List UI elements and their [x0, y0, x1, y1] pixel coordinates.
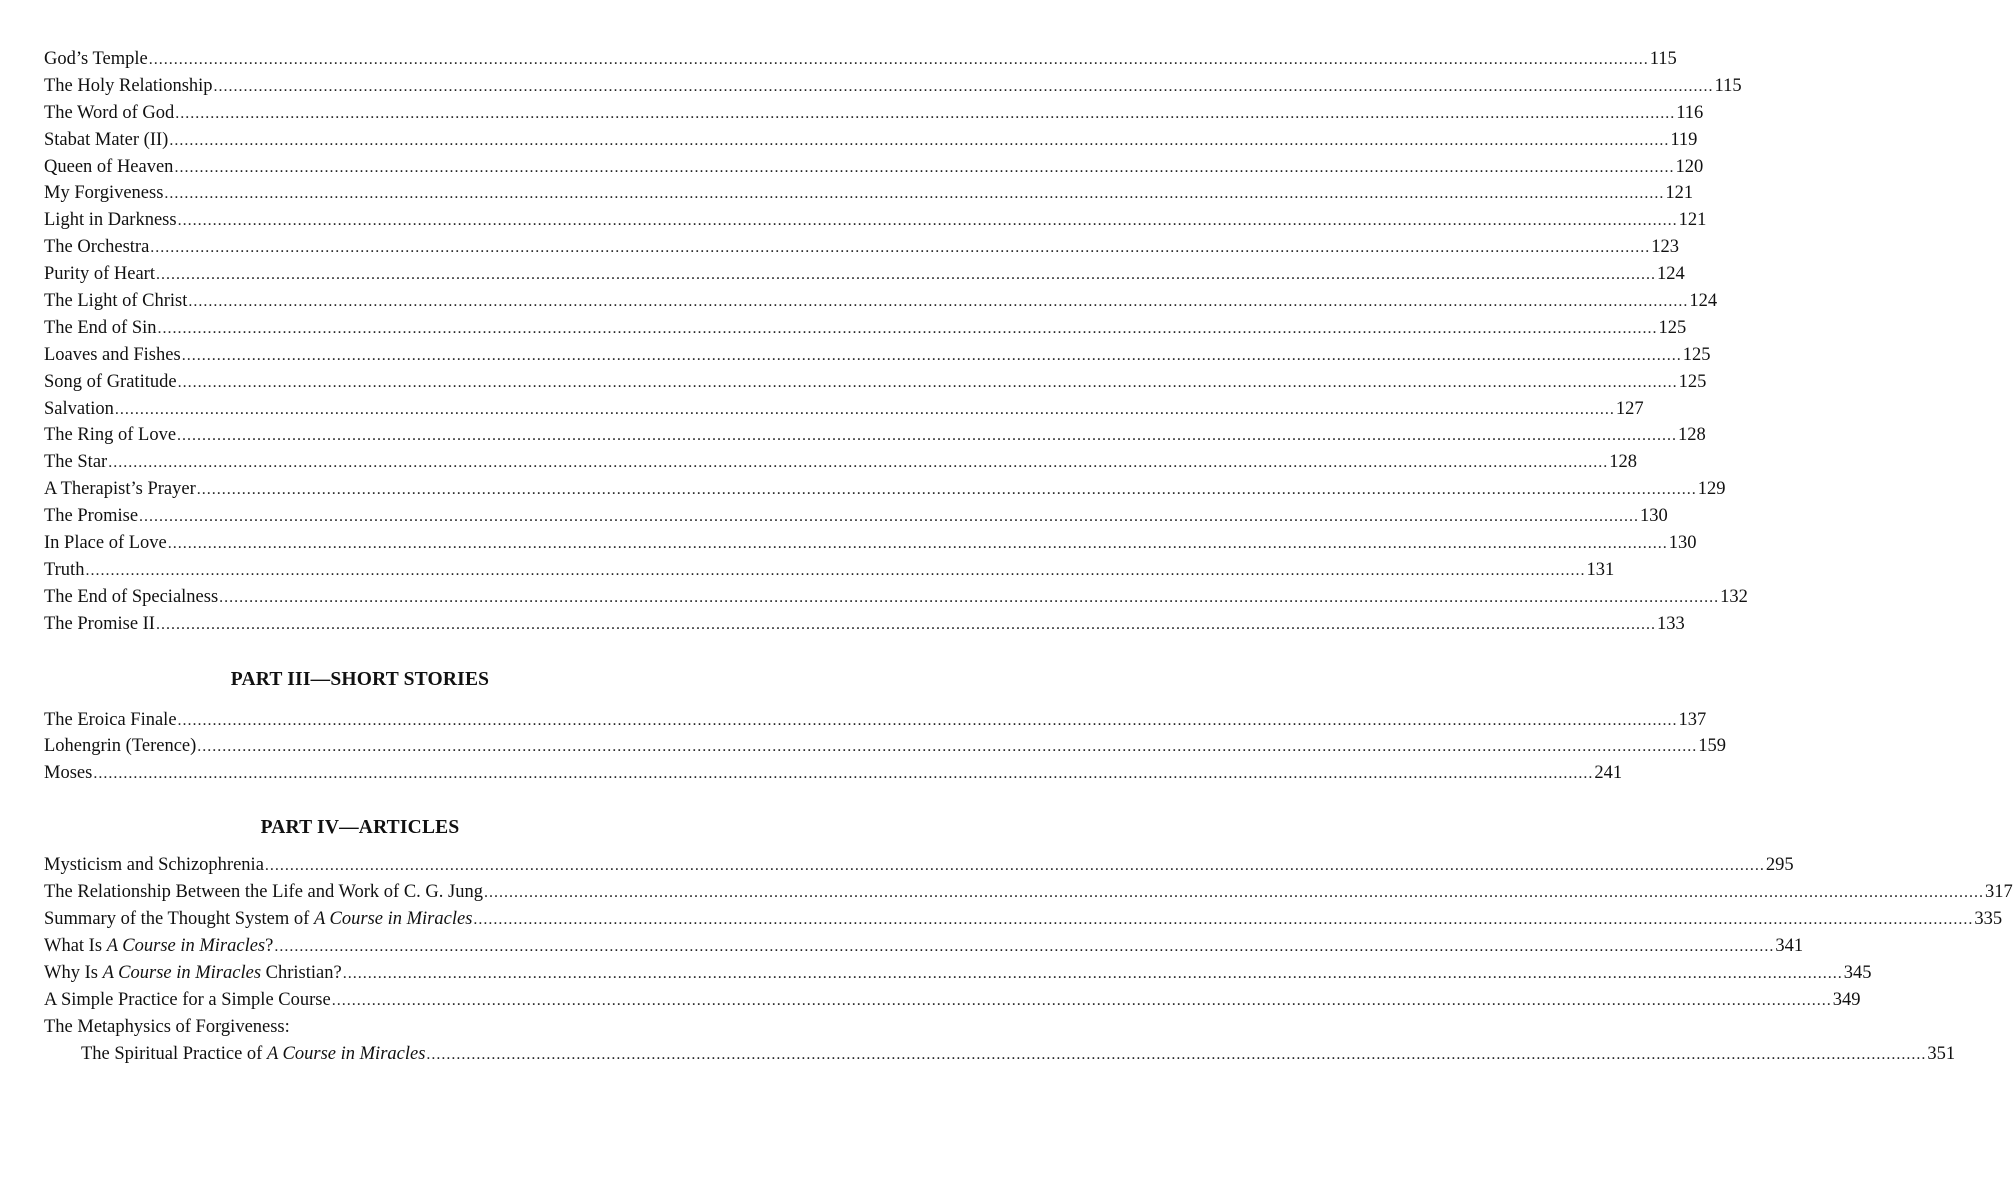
- leader-dots: ............................................................................................................................................................................................................................................................................................................: [473, 911, 1974, 929]
- toc-entry: [44, 611, 1685, 638]
- entry-title: The End of Specialness: [44, 586, 219, 607]
- part4-heading: PART IV—ARTICLES: [260, 817, 460, 839]
- entry-page: 116: [1676, 102, 1704, 123]
- toc-entry: [44, 503, 1668, 530]
- entry-title: Moses: [44, 763, 93, 784]
- toc-entry: [44, 707, 1707, 734]
- leader-dots: ............................................................................................................................................................................................................................................................................................................: [167, 535, 1668, 553]
- toc-entry: [44, 476, 1726, 503]
- leader-dots: ............................................................................................................................................................................................................................................................................................................: [188, 293, 1689, 311]
- entry-title: The Word of God: [44, 102, 175, 123]
- leader-dots: ............................................................................................................................................................................................................................................................................................................: [426, 1045, 1927, 1063]
- entry-page: 241: [1594, 763, 1623, 784]
- toc-entry: [44, 207, 1707, 234]
- toc-entry: [44, 584, 1748, 611]
- leader-dots: ............................................................................................................................................................................................................................................................................................................: [274, 937, 1775, 955]
- leader-dots: ............................................................................................................................................................................................................................................................................................................: [174, 158, 1675, 176]
- leader-dots: ............................................................................................................................................................................................................................................................................................................: [264, 857, 1765, 875]
- entry-page: 125: [1682, 344, 1711, 365]
- leader-dots: ............................................................................................................................................................................................................................................................................................................: [197, 738, 1698, 756]
- leader-dots: ............................................................................................................................................................................................................................................................................................................: [139, 508, 1640, 526]
- entry-title: Song of Gratitude: [44, 371, 177, 392]
- entry-page: 125: [1678, 371, 1707, 392]
- part2-list: [44, 46, 1748, 638]
- leader-dots: ............................................................................................................................................................................................................................................................................................................: [157, 319, 1658, 337]
- toc-entry-heading: [44, 1014, 676, 1041]
- entry-title: The End of Sin: [44, 317, 157, 338]
- entry-page: 121: [1678, 210, 1707, 231]
- entry-title: God’s Temple: [44, 49, 148, 69]
- toc-entry: [44, 127, 1698, 154]
- part3-list: [44, 707, 1727, 788]
- entry-title: Lohengrin (Terence): [44, 736, 197, 757]
- entry-page: 335: [1974, 909, 2003, 930]
- entry-title: The Metaphysics of Forgiveness:: [44, 1016, 290, 1037]
- entry-page: 120: [1675, 156, 1704, 177]
- entry-title: In Place of Love: [44, 533, 167, 554]
- entry-title: Mysticism and Schizophrenia: [44, 855, 264, 876]
- entry-page: 128: [1609, 452, 1637, 473]
- entry-page: 345: [1843, 962, 1872, 983]
- entry-page: 124: [1656, 264, 1685, 285]
- entry-page: 131: [1586, 559, 1615, 580]
- entry-page: 127: [1615, 398, 1644, 419]
- table-of-contents: [44, 46, 2013, 1067]
- entry-page: 159: [1698, 736, 1727, 757]
- toc-entry: [44, 46, 1677, 73]
- entry-title: Loaves and Fishes: [44, 344, 181, 365]
- entry-page: 130: [1668, 533, 1697, 554]
- toc-entry: [44, 261, 1685, 288]
- entry-page: 123: [1651, 237, 1680, 258]
- leader-dots: ............................................................................................................................................................................................................................................................................................................: [85, 561, 1586, 579]
- entry-title: Stabat Mater (II): [44, 129, 169, 150]
- toc-entry: [44, 234, 1680, 261]
- toc-entry: [44, 933, 1804, 960]
- entry-title: The Ring of Love: [44, 425, 177, 446]
- toc-entry: [44, 733, 1727, 760]
- leader-dots: ............................................................................................................................................................................................................................................................................................................: [219, 588, 1720, 606]
- leader-dots: ............................................................................................................................................................................................................................................................................................................: [108, 454, 1609, 472]
- entry-title: The Star: [44, 452, 108, 473]
- entry-title: The Promise: [44, 506, 139, 527]
- toc-entry: [44, 369, 1707, 396]
- toc-entry: [44, 342, 1711, 369]
- entry-title: Queen of Heaven: [44, 156, 174, 177]
- entry-title: The Orchestra: [44, 237, 150, 258]
- toc-entry: [44, 449, 1637, 476]
- toc-entry: [44, 530, 1697, 557]
- toc-entry: [44, 315, 1687, 342]
- toc-entry: [44, 154, 1704, 181]
- leader-dots: ............................................................................................................................................................................................................................................................................................................: [196, 481, 1697, 499]
- toc-entry: [44, 557, 1615, 584]
- toc-entry: [44, 852, 1794, 879]
- toc-entry: [44, 100, 1704, 127]
- toc-entry: [44, 906, 2003, 933]
- toc-entry: [44, 1041, 1956, 1068]
- toc-entry: [44, 760, 1623, 787]
- entry-page: 295: [1765, 855, 1794, 876]
- toc-entry: [44, 180, 1694, 207]
- entry-page: 133: [1656, 613, 1685, 634]
- part3-heading: PART III—SHORT STORIES: [230, 668, 490, 690]
- leader-dots: ............................................................................................................................................................................................................................................................................................................: [342, 964, 1843, 982]
- entry-title: A Therapist’s Prayer: [44, 479, 196, 500]
- entry-page: 121: [1665, 183, 1694, 204]
- toc-entry: [44, 987, 1861, 1014]
- entry-page: 128: [1678, 425, 1706, 446]
- entry-title: A Simple Practice for a Simple Course: [44, 989, 331, 1010]
- entry-page: 317: [1985, 882, 2013, 903]
- leader-dots: ............................................................................................................................................................................................................................................................................................................: [155, 266, 1656, 284]
- entry-title: Light in Darkness: [44, 210, 177, 231]
- entry-title: My Forgiveness: [44, 183, 164, 204]
- leader-dots: ............................................................................................................................................................................................................................................................................................................: [177, 212, 1678, 230]
- leader-dots: ............................................................................................................................................................................................................................................................................................................: [181, 346, 1682, 364]
- toc-entry: [44, 960, 1872, 987]
- entry-page: 115: [1649, 49, 1677, 69]
- entry-page: 124: [1689, 291, 1718, 312]
- toc-entry: [44, 396, 1644, 423]
- entry-page: 341: [1775, 935, 1804, 956]
- leader-dots: ............................................................................................................................................................................................................................................................................................................: [150, 239, 1651, 257]
- entry-page: 137: [1678, 709, 1707, 730]
- leader-dots: ............................................................................................................................................................................................................................................................................................................: [114, 400, 1615, 418]
- entry-title: The Relationship Between the Life and Work of C. G. Jung: [44, 882, 483, 903]
- leader-dots: ............................................................................................................................................................................................................................................................................................................: [177, 373, 1678, 391]
- leader-dots: ............................................................................................................................................................................................................................................................................................................: [169, 131, 1670, 149]
- toc-entry: [44, 73, 1742, 100]
- entry-page: 129: [1697, 479, 1726, 500]
- leader-dots: ............................................................................................................................................................................................................................................................................................................: [484, 884, 1984, 902]
- entry-title: What Is A Course in Miracles?: [44, 935, 274, 956]
- entry-title: Summary of the Thought System of A Course in Miracles: [44, 909, 473, 930]
- entry-title: The Light of Christ: [44, 291, 188, 312]
- entry-page: 115: [1714, 75, 1742, 96]
- entry-title: The Holy Relationship: [44, 75, 213, 96]
- entry-title: Why Is A Course in Miracles Christian?: [44, 962, 342, 983]
- entry-page: 351: [1927, 1043, 1956, 1064]
- leader-dots: ............................................................................................................................................................................................................................................................................................................: [177, 427, 1678, 445]
- entry-page: 130: [1640, 506, 1668, 527]
- entry-title: Salvation: [44, 398, 114, 419]
- toc-entry: [44, 288, 1718, 315]
- leader-dots: ............................................................................................................................................................................................................................................................................................................: [331, 991, 1832, 1009]
- leader-dots: ............................................................................................................................................................................................................................................................................................................: [148, 51, 1649, 68]
- entry-title: The Eroica Finale: [44, 709, 177, 730]
- toc-entry: [44, 879, 2013, 906]
- entry-page: 349: [1832, 989, 1861, 1010]
- entry-page: 132: [1720, 586, 1748, 607]
- entry-page: 125: [1658, 317, 1687, 338]
- entry-title: The Spiritual Practice of A Course in Miracles: [81, 1043, 426, 1064]
- leader-dots: ............................................................................................................................................................................................................................................................................................................: [155, 615, 1656, 633]
- leader-dots: ............................................................................................................................................................................................................................................................................................................: [177, 711, 1678, 729]
- leader-dots: ............................................................................................................................................................................................................................................................................................................: [164, 185, 1665, 203]
- leader-dots: ............................................................................................................................................................................................................................................................................................................: [175, 104, 1676, 122]
- entry-page: 119: [1670, 129, 1698, 150]
- entry-title: Purity of Heart: [44, 264, 155, 285]
- entry-title: Truth: [44, 559, 85, 580]
- entry-title: The Promise II: [44, 613, 155, 634]
- leader-dots: ............................................................................................................................................................................................................................................................................................................: [213, 77, 1714, 95]
- toc-entry: [44, 422, 1706, 449]
- part4-list: [44, 852, 2013, 1067]
- leader-dots: ............................................................................................................................................................................................................................................................................................................: [93, 765, 1594, 783]
